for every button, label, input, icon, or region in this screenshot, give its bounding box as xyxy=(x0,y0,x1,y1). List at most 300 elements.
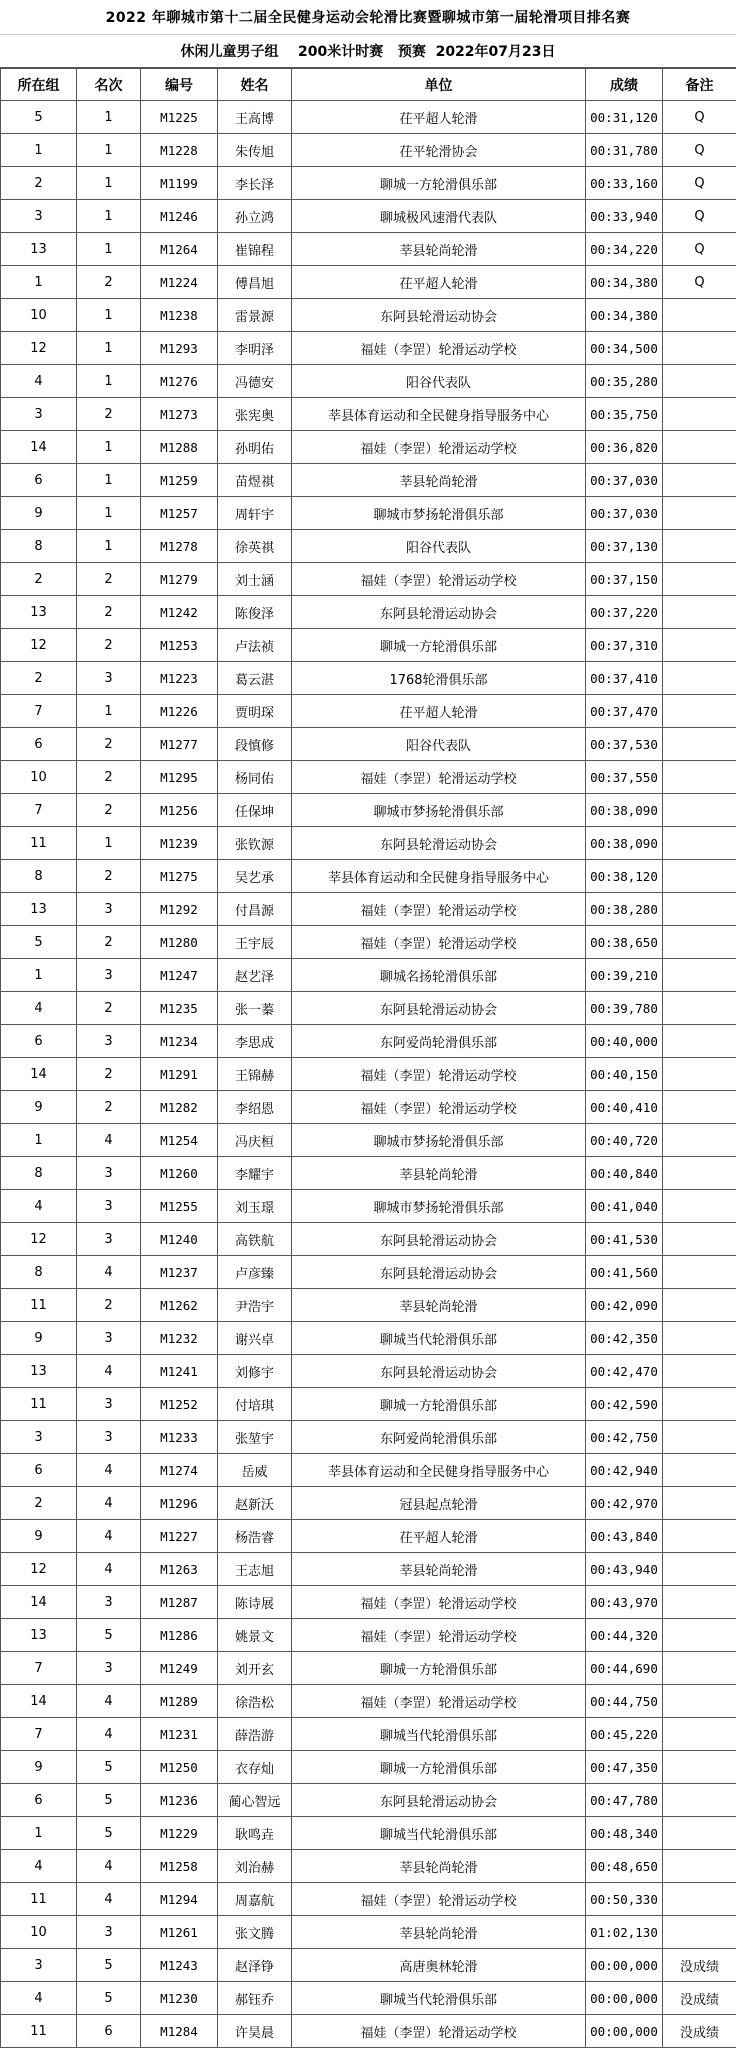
code-cell: M1291 xyxy=(141,1058,218,1091)
table-row xyxy=(1,926,736,959)
name-cell: 张一蓁 xyxy=(218,992,292,1025)
group-cell: 1 xyxy=(1,959,77,992)
table-row xyxy=(1,1982,736,2015)
unit-cell: 冠县起点轮滑 xyxy=(292,1487,586,1520)
note-cell xyxy=(663,1784,736,1817)
time-cell: 00:37,150 xyxy=(586,563,663,596)
group-cell: 4 xyxy=(1,365,77,398)
table-row xyxy=(1,1388,736,1421)
time-cell: 00:00,000 xyxy=(586,1949,663,1982)
table-row xyxy=(1,1289,736,1322)
time-cell: 00:48,650 xyxy=(586,1850,663,1883)
table-row xyxy=(1,497,736,530)
code-cell: M1243 xyxy=(141,1949,218,1982)
unit-cell: 聊城市梦扬轮滑俱乐部 xyxy=(292,497,586,530)
table-row xyxy=(1,365,736,398)
table-row xyxy=(1,1949,736,1982)
note-cell xyxy=(663,1751,736,1784)
table-row xyxy=(1,629,736,662)
rank-cell: 4 xyxy=(77,1454,141,1487)
header-row xyxy=(1,69,736,101)
note-cell xyxy=(663,794,736,827)
unit-cell: 福娃（李罡）轮滑运动学校 xyxy=(292,1883,586,1916)
note-cell xyxy=(663,1553,736,1586)
table-row xyxy=(1,200,736,233)
rank-cell: 1 xyxy=(77,101,141,134)
note-cell xyxy=(663,1289,736,1322)
group-cell: 9 xyxy=(1,1751,77,1784)
table-row xyxy=(1,1751,736,1784)
time-cell: 00:41,040 xyxy=(586,1190,663,1223)
time-cell: 00:35,280 xyxy=(586,365,663,398)
time-cell: 00:42,750 xyxy=(586,1421,663,1454)
group-cell: 12 xyxy=(1,332,77,365)
rank-cell: 5 xyxy=(77,1751,141,1784)
code-cell: M1252 xyxy=(141,1388,218,1421)
name-cell: 王志旭 xyxy=(218,1553,292,1586)
table-row xyxy=(1,1421,736,1454)
group-cell: 13 xyxy=(1,1619,77,1652)
name-cell: 郝钰乔 xyxy=(218,1982,292,2015)
time-cell: 00:37,130 xyxy=(586,530,663,563)
note-cell xyxy=(663,1718,736,1751)
note-cell xyxy=(663,1058,736,1091)
note-cell xyxy=(663,431,736,464)
table-row xyxy=(1,893,736,926)
name-cell: 吴艺承 xyxy=(218,860,292,893)
unit-cell: 东阿爱尚轮滑俱乐部 xyxy=(292,1421,586,1454)
group-cell: 11 xyxy=(1,827,77,860)
rank-cell: 2 xyxy=(77,794,141,827)
time-cell: 00:42,940 xyxy=(586,1454,663,1487)
unit-cell: 1768轮滑俱乐部 xyxy=(292,662,586,695)
unit-cell: 东阿县轮滑运动协会 xyxy=(292,1223,586,1256)
table-row xyxy=(1,1487,736,1520)
note-cell xyxy=(663,959,736,992)
note-cell xyxy=(663,662,736,695)
name-cell: 孙立鸿 xyxy=(218,200,292,233)
time-cell: 00:44,690 xyxy=(586,1652,663,1685)
name-cell: 高铁航 xyxy=(218,1223,292,1256)
note-cell xyxy=(663,1454,736,1487)
time-cell: 00:42,090 xyxy=(586,1289,663,1322)
time-cell: 00:38,090 xyxy=(586,794,663,827)
unit-cell: 茌平超人轮滑 xyxy=(292,266,586,299)
table-row xyxy=(1,431,736,464)
table-row xyxy=(1,860,736,893)
group-cell: 7 xyxy=(1,1718,77,1751)
code-cell: M1199 xyxy=(141,167,218,200)
group-cell: 13 xyxy=(1,893,77,926)
name-cell: 付培琪 xyxy=(218,1388,292,1421)
name-cell: 刘士涵 xyxy=(218,563,292,596)
name-cell: 李绍恩 xyxy=(218,1091,292,1124)
note-cell xyxy=(663,926,736,959)
time-cell: 00:40,000 xyxy=(586,1025,663,1058)
code-cell: M1262 xyxy=(141,1289,218,1322)
time-cell: 00:41,530 xyxy=(586,1223,663,1256)
time-cell: 00:47,780 xyxy=(586,1784,663,1817)
note-cell xyxy=(663,1388,736,1421)
table-row xyxy=(1,101,736,134)
note-cell xyxy=(663,1850,736,1883)
note-cell: Q xyxy=(663,266,736,299)
code-cell: M1278 xyxy=(141,530,218,563)
group-cell: 5 xyxy=(1,101,77,134)
time-cell: 00:40,410 xyxy=(586,1091,663,1124)
code-cell: M1250 xyxy=(141,1751,218,1784)
name-cell: 刘修宇 xyxy=(218,1355,292,1388)
unit-cell: 莘县轮尚轮滑 xyxy=(292,1157,586,1190)
group-cell: 2 xyxy=(1,563,77,596)
unit-cell: 东阿县轮滑运动协会 xyxy=(292,299,586,332)
table-row xyxy=(1,1256,736,1289)
rank-cell: 5 xyxy=(77,1817,141,1850)
code-cell: M1230 xyxy=(141,1982,218,2015)
unit-cell: 东阿县轮滑运动协会 xyxy=(292,1256,586,1289)
page-title: 2022 年聊城市第十二届全民健身运动会轮滑比赛暨聊城市第一届轮滑项目排名赛 xyxy=(0,0,736,35)
name-cell: 冯庆桓 xyxy=(218,1124,292,1157)
results-table xyxy=(0,68,736,2048)
unit-cell: 茌平轮滑协会 xyxy=(292,134,586,167)
name-cell: 薛浩游 xyxy=(218,1718,292,1751)
note-cell xyxy=(663,1322,736,1355)
unit-cell: 茌平超人轮滑 xyxy=(292,1520,586,1553)
unit-cell: 福娃（李罡）轮滑运动学校 xyxy=(292,1091,586,1124)
note-cell: Q xyxy=(663,200,736,233)
rank-cell: 3 xyxy=(77,1586,141,1619)
time-cell: 00:43,940 xyxy=(586,1553,663,1586)
rank-cell: 2 xyxy=(77,926,141,959)
note-cell xyxy=(663,1487,736,1520)
name-cell: 赵艺泽 xyxy=(218,959,292,992)
name-cell: 任保坤 xyxy=(218,794,292,827)
table-row xyxy=(1,134,736,167)
rank-cell: 2 xyxy=(77,398,141,431)
group-cell: 5 xyxy=(1,926,77,959)
table-row xyxy=(1,1916,736,1949)
rank-cell: 1 xyxy=(77,167,141,200)
name-cell: 刘开玄 xyxy=(218,1652,292,1685)
rank-cell: 1 xyxy=(77,497,141,530)
table-row xyxy=(1,1355,736,1388)
rank-cell: 2 xyxy=(77,629,141,662)
unit-cell: 福娃（李罡）轮滑运动学校 xyxy=(292,1685,586,1718)
time-cell: 00:44,320 xyxy=(586,1619,663,1652)
name-cell: 张文腾 xyxy=(218,1916,292,1949)
time-cell: 00:37,030 xyxy=(586,497,663,530)
code-cell: M1257 xyxy=(141,497,218,530)
name-cell: 徐浩松 xyxy=(218,1685,292,1718)
unit-cell: 福娃（李罡）轮滑运动学校 xyxy=(292,332,586,365)
note-cell: Q xyxy=(663,233,736,266)
table-row xyxy=(1,1619,736,1652)
name-cell: 岳威 xyxy=(218,1454,292,1487)
code-cell: M1254 xyxy=(141,1124,218,1157)
time-cell: 00:39,780 xyxy=(586,992,663,1025)
unit-cell: 聊城一方轮滑俱乐部 xyxy=(292,629,586,662)
unit-cell: 莘县轮尚轮滑 xyxy=(292,1289,586,1322)
rank-cell: 3 xyxy=(77,1223,141,1256)
name-cell: 贾明琛 xyxy=(218,695,292,728)
code-cell: M1232 xyxy=(141,1322,218,1355)
name-cell: 徐英祺 xyxy=(218,530,292,563)
rank-cell: 3 xyxy=(77,1322,141,1355)
time-cell: 00:37,410 xyxy=(586,662,663,695)
group-cell: 2 xyxy=(1,1487,77,1520)
code-cell: M1275 xyxy=(141,860,218,893)
code-cell: M1256 xyxy=(141,794,218,827)
unit-cell: 阳谷代表队 xyxy=(292,728,586,761)
table-row xyxy=(1,1850,736,1883)
group-cell: 4 xyxy=(1,992,77,1025)
table-row xyxy=(1,1025,736,1058)
unit-cell: 莘县轮尚轮滑 xyxy=(292,1916,586,1949)
table-row xyxy=(1,1322,736,1355)
group-cell: 13 xyxy=(1,1355,77,1388)
time-cell: 00:37,220 xyxy=(586,596,663,629)
rank-cell: 2 xyxy=(77,266,141,299)
code-cell: M1234 xyxy=(141,1025,218,1058)
table-row xyxy=(1,1553,736,1586)
code-cell: M1280 xyxy=(141,926,218,959)
unit-cell: 莘县体育运动和全民健身指导服务中心 xyxy=(292,860,586,893)
code-cell: M1231 xyxy=(141,1718,218,1751)
note-cell xyxy=(663,1817,736,1850)
time-cell: 00:33,940 xyxy=(586,200,663,233)
group-cell: 4 xyxy=(1,1850,77,1883)
code-cell: M1223 xyxy=(141,662,218,695)
code-cell: M1253 xyxy=(141,629,218,662)
time-cell: 00:37,550 xyxy=(586,761,663,794)
unit-cell: 东阿县轮滑运动协会 xyxy=(292,596,586,629)
name-cell: 孙明佑 xyxy=(218,431,292,464)
code-cell: M1228 xyxy=(141,134,218,167)
name-cell: 王高博 xyxy=(218,101,292,134)
note-cell xyxy=(663,1025,736,1058)
unit-cell: 聊城当代轮滑俱乐部 xyxy=(292,1718,586,1751)
name-cell: 段慎修 xyxy=(218,728,292,761)
code-cell: M1261 xyxy=(141,1916,218,1949)
rank-cell: 1 xyxy=(77,299,141,332)
note-cell xyxy=(663,1883,736,1916)
time-cell: 00:40,840 xyxy=(586,1157,663,1190)
time-cell: 00:00,000 xyxy=(586,2015,663,2048)
group-cell: 3 xyxy=(1,200,77,233)
table-row xyxy=(1,1685,736,1718)
time-cell: 00:36,820 xyxy=(586,431,663,464)
unit-cell: 聊城市梦扬轮滑俱乐部 xyxy=(292,1190,586,1223)
rank-cell: 4 xyxy=(77,1553,141,1586)
table-row xyxy=(1,2015,736,2048)
group-cell: 3 xyxy=(1,1421,77,1454)
rank-cell: 1 xyxy=(77,695,141,728)
code-cell: M1263 xyxy=(141,1553,218,1586)
results-table-header xyxy=(1,69,736,101)
event-subtitle: 休闲儿童男子组 200米计时赛 预赛 2022年07月23日 xyxy=(0,35,736,68)
name-cell: 赵泽铮 xyxy=(218,1949,292,1982)
unit-cell: 福娃（李罡）轮滑运动学校 xyxy=(292,761,586,794)
code-cell: M1295 xyxy=(141,761,218,794)
time-cell: 00:48,340 xyxy=(586,1817,663,1850)
group-cell: 14 xyxy=(1,1685,77,1718)
unit-cell: 东阿爱尚轮滑俱乐部 xyxy=(292,1025,586,1058)
unit-cell: 聊城市梦扬轮滑俱乐部 xyxy=(292,1124,586,1157)
rank-cell: 4 xyxy=(77,1685,141,1718)
unit-cell: 聊城极风速滑代表队 xyxy=(292,200,586,233)
note-cell xyxy=(663,1619,736,1652)
note-cell xyxy=(663,464,736,497)
rank-cell: 1 xyxy=(77,233,141,266)
time-cell: 00:37,470 xyxy=(586,695,663,728)
name-cell: 刘玉璟 xyxy=(218,1190,292,1223)
unit-cell: 福娃（李罡）轮滑运动学校 xyxy=(292,1586,586,1619)
note-cell xyxy=(663,1223,736,1256)
table-row xyxy=(1,464,736,497)
table-row xyxy=(1,1190,736,1223)
time-cell: 00:50,330 xyxy=(586,1883,663,1916)
code-cell: M1255 xyxy=(141,1190,218,1223)
results-table-body xyxy=(1,101,736,2048)
group-cell: 1 xyxy=(1,134,77,167)
code-cell: M1288 xyxy=(141,431,218,464)
rank-cell: 2 xyxy=(77,761,141,794)
time-cell: 00:38,280 xyxy=(586,893,663,926)
name-cell: 耿鸣垚 xyxy=(218,1817,292,1850)
code-cell: M1242 xyxy=(141,596,218,629)
name-cell: 张堃宇 xyxy=(218,1421,292,1454)
code-cell: M1227 xyxy=(141,1520,218,1553)
rank-cell: 2 xyxy=(77,1091,141,1124)
table-row xyxy=(1,233,736,266)
rank-cell: 4 xyxy=(77,1850,141,1883)
name-cell: 刘治赫 xyxy=(218,1850,292,1883)
group-cell: 3 xyxy=(1,1949,77,1982)
code-cell: M1279 xyxy=(141,563,218,596)
name-cell: 陈俊泽 xyxy=(218,596,292,629)
name-cell: 付昌源 xyxy=(218,893,292,926)
group-cell: 2 xyxy=(1,167,77,200)
time-cell: 00:38,120 xyxy=(586,860,663,893)
unit-cell: 福娃（李罡）轮滑运动学校 xyxy=(292,893,586,926)
time-cell: 00:34,380 xyxy=(586,299,663,332)
table-row xyxy=(1,1223,736,1256)
unit-cell: 东阿县轮滑运动协会 xyxy=(292,1784,586,1817)
note-cell xyxy=(663,1355,736,1388)
code-cell: M1289 xyxy=(141,1685,218,1718)
note-cell: 没成绩 xyxy=(663,2015,736,2048)
code-cell: M1273 xyxy=(141,398,218,431)
name-cell: 姚景文 xyxy=(218,1619,292,1652)
group-cell: 3 xyxy=(1,398,77,431)
note-cell xyxy=(663,332,736,365)
time-cell: 00:44,750 xyxy=(586,1685,663,1718)
code-cell: M1284 xyxy=(141,2015,218,2048)
name-cell: 杨浩睿 xyxy=(218,1520,292,1553)
group-cell: 7 xyxy=(1,794,77,827)
group-cell: 8 xyxy=(1,860,77,893)
note-cell xyxy=(663,629,736,662)
rank-cell: 4 xyxy=(77,1487,141,1520)
code-cell: M1226 xyxy=(141,695,218,728)
table-row xyxy=(1,1058,736,1091)
name-cell: 王宇辰 xyxy=(218,926,292,959)
group-cell: 9 xyxy=(1,1322,77,1355)
rank-cell: 1 xyxy=(77,431,141,464)
group-header: 所在组 xyxy=(1,69,77,101)
name-cell: 苗煜祺 xyxy=(218,464,292,497)
note-cell: Q xyxy=(663,167,736,200)
table-row xyxy=(1,794,736,827)
unit-cell: 阳谷代表队 xyxy=(292,365,586,398)
note-cell xyxy=(663,530,736,563)
code-cell: M1225 xyxy=(141,101,218,134)
note-cell xyxy=(663,398,736,431)
unit-cell: 福娃（李罡）轮滑运动学校 xyxy=(292,926,586,959)
table-row xyxy=(1,695,736,728)
group-cell: 6 xyxy=(1,728,77,761)
name-cell: 卢彦臻 xyxy=(218,1256,292,1289)
name-cell: 赵新沃 xyxy=(218,1487,292,1520)
name-cell: 冯德安 xyxy=(218,365,292,398)
code-cell: M1259 xyxy=(141,464,218,497)
note-cell xyxy=(663,1190,736,1223)
unit-cell: 聊城当代轮滑俱乐部 xyxy=(292,1982,586,2015)
rank-header: 名次 xyxy=(77,69,141,101)
note-cell xyxy=(663,893,736,926)
group-cell: 8 xyxy=(1,530,77,563)
code-cell: M1274 xyxy=(141,1454,218,1487)
time-cell: 00:38,650 xyxy=(586,926,663,959)
group-cell: 12 xyxy=(1,629,77,662)
group-cell: 11 xyxy=(1,1289,77,1322)
code-cell: M1293 xyxy=(141,332,218,365)
group-cell: 7 xyxy=(1,695,77,728)
group-cell: 10 xyxy=(1,299,77,332)
note-cell xyxy=(663,497,736,530)
name-cell: 蔺心智远 xyxy=(218,1784,292,1817)
code-cell: M1241 xyxy=(141,1355,218,1388)
name-cell: 周嘉航 xyxy=(218,1883,292,1916)
code-cell: M1286 xyxy=(141,1619,218,1652)
rank-cell: 2 xyxy=(77,860,141,893)
table-row xyxy=(1,167,736,200)
name-cell: 谢兴卓 xyxy=(218,1322,292,1355)
name-cell: 衣存灿 xyxy=(218,1751,292,1784)
code-cell: M1277 xyxy=(141,728,218,761)
rank-cell: 5 xyxy=(77,1949,141,1982)
table-row xyxy=(1,332,736,365)
rank-cell: 4 xyxy=(77,1256,141,1289)
name-cell: 李明泽 xyxy=(218,332,292,365)
time-cell: 00:35,750 xyxy=(586,398,663,431)
name-cell: 许昊晨 xyxy=(218,2015,292,2048)
time-cell: 00:40,150 xyxy=(586,1058,663,1091)
group-cell: 11 xyxy=(1,2015,77,2048)
name-header: 姓名 xyxy=(218,69,292,101)
rank-cell: 3 xyxy=(77,1388,141,1421)
code-cell: M1292 xyxy=(141,893,218,926)
name-cell: 王锦赫 xyxy=(218,1058,292,1091)
table-row xyxy=(1,1586,736,1619)
unit-cell: 莘县轮尚轮滑 xyxy=(292,1553,586,1586)
group-cell: 13 xyxy=(1,233,77,266)
rank-cell: 4 xyxy=(77,1520,141,1553)
table-row xyxy=(1,596,736,629)
table-row xyxy=(1,728,736,761)
note-cell xyxy=(663,761,736,794)
unit-cell: 莘县轮尚轮滑 xyxy=(292,464,586,497)
